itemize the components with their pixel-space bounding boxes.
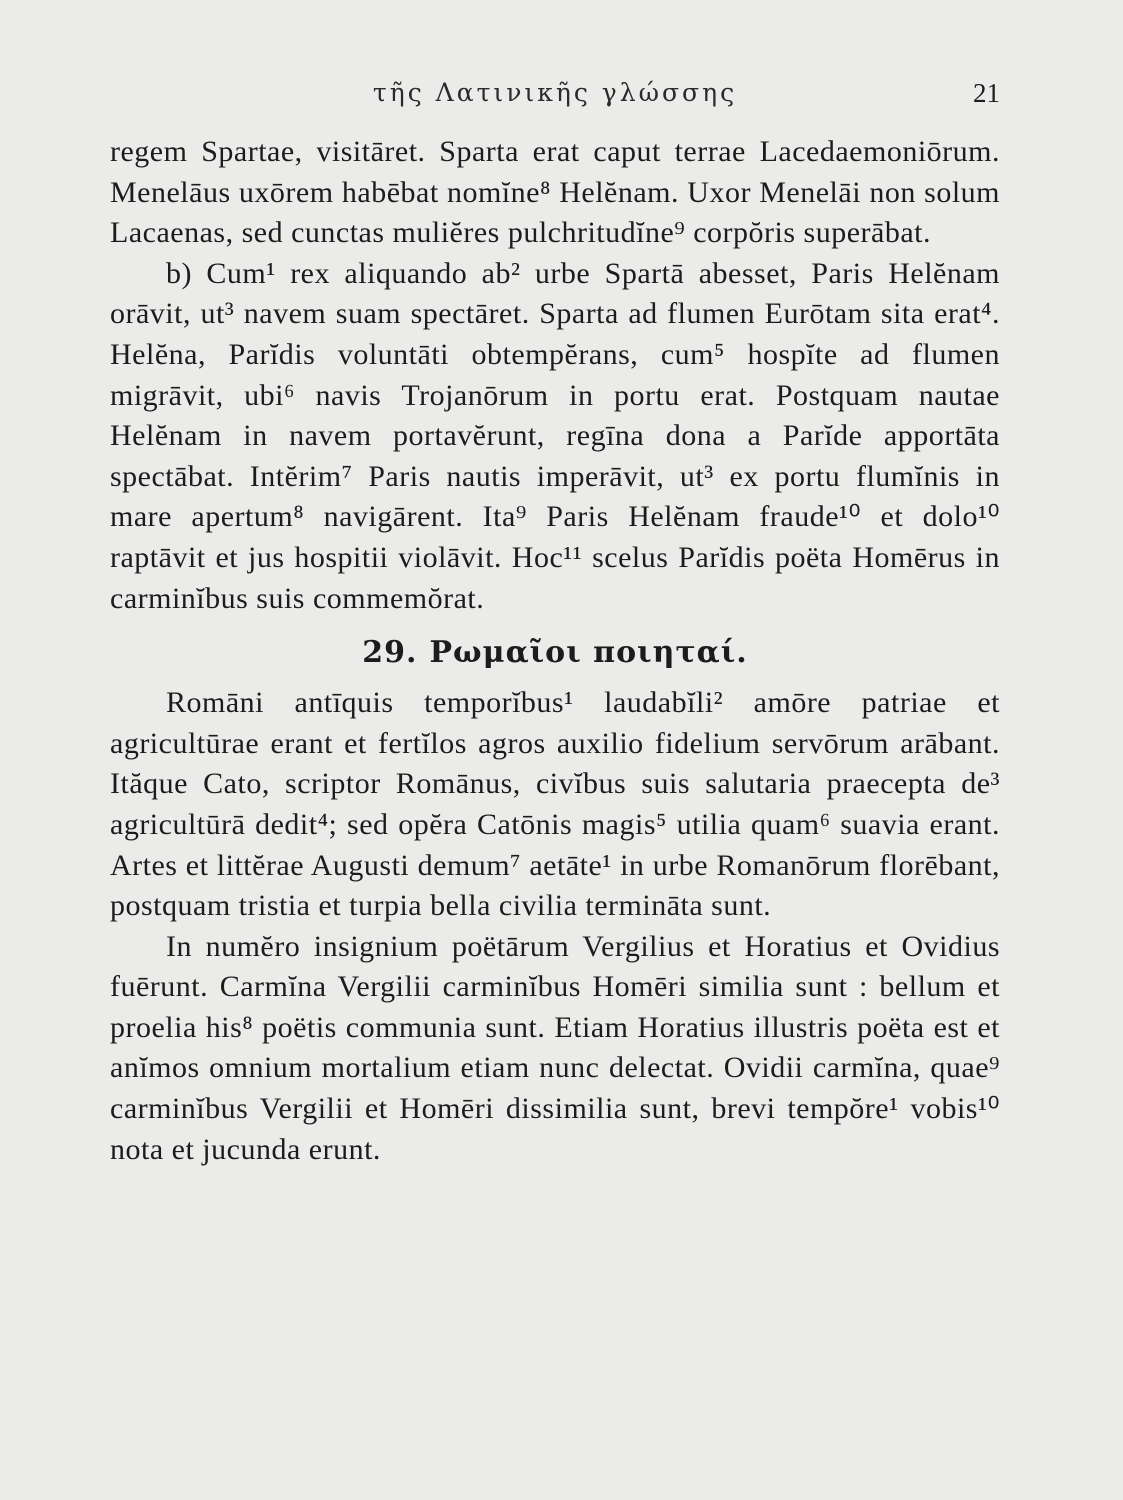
body-text — [110, 132, 1000, 1170]
passage-b: b) Cum¹ rex aliquando ab² urbe Spartā abesset, Paris Helĕnam orāvit, ut³ navem suam spectāret. Sparta ad flumen Eurōtam sita erat⁴. Helĕna, Parĭdis voluntāti obtempĕrans, cum⁵ hospĭte ad flumen migrāvit, ubi⁶ navis Trojanōrum in portu erat. Postquam nautae Helĕnam in navem portavĕrunt, regīna dona a Parĭde apportāta spectābat. Intĕrim⁷ Paris nautis imperāvit, ut³ ex portu flumĭnis in mare apertum⁸ navigārent. Ita⁹ Paris Helĕnam fraude¹⁰ et dolo¹⁰ raptāvit et jus hospitii violāvit. Hoc¹¹ scelus Parĭdis poëta Homērus in carminĭbus suis commemŏrat. — [110, 256, 1000, 615]
running-head-title: τῆς Λατινικῆς γλώσσης — [372, 78, 738, 107]
section-number: 29. — [362, 635, 418, 671]
paragraph-1: Romāni antīquis temporĭbus¹ laudabĭli² amōre patriae et agricultūrae erant et fertĭlos agros auxilio fidelium servōrum arābant. Ităque Cato, scriptor Romānus, civĭbus suis salutaria praecepta de³ agricultūrā dedit⁴; sed opĕra Catōnis magis⁵ utilia quam⁶ suavia erant. Artes et littĕrae Augusti demum⁷ aetāte¹ in urbe Romanōrum florēbant, postquam tristia et turpia bella civilia termināta sunt. — [110, 686, 1000, 923]
paragraph-2: In numĕro insignium poëtārum Vergilius et Horatius et Ovidius fuērunt. Carmĭna Vergilii carminĭbus Homēri similia sunt : bellum et proelia his⁸ poëtis communia sunt. Etiam Horatius illustris poëta est et anĭmos omnium mortalium etiam nunc delectat. Ovidii carmĭna, quae⁹ carminĭbus Vergilii et Homēri dissimilia sunt, brevi tempŏre¹ vobis¹⁰ nota et jucunda erunt. — [110, 929, 1000, 1166]
running-head — [110, 78, 1000, 118]
passage-a-continuation: regem Spartae, visitāret. Sparta erat caput terrae Lacedaemoniōrum. Menelāus uxōrem habēbat nomĭne⁸ Helĕnam. Uxor Menelāi non solum Lacaenas, sed cunctas muliĕres pulchritudĭne⁹ corpŏris superābat. — [110, 135, 1000, 250]
page-number: 21 — [973, 78, 1000, 108]
section-title: Ρωμαῖοι ποιηταί. — [429, 635, 748, 671]
section-heading — [110, 631, 1000, 675]
